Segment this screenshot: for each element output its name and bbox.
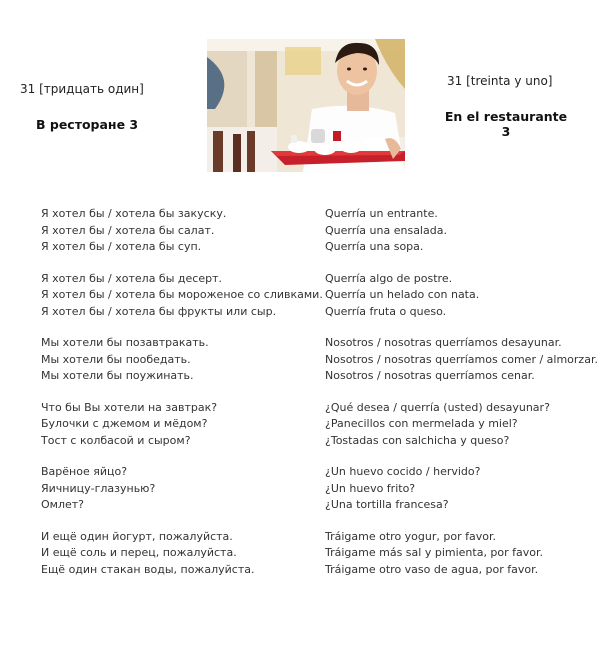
phrase-row (0, 433, 610, 450)
phrase-row (0, 562, 610, 579)
phrase-spanish: Querría fruta o queso. (325, 304, 447, 318)
phrase-russian: Я хотел бы / хотела бы салат. (41, 223, 215, 237)
phrase-row (0, 464, 610, 481)
phrase-russian: Мы хотели бы позавтракать. (41, 336, 209, 349)
phrase-row (0, 223, 610, 240)
phrase-russian: Тост с колбасой и сыром? (41, 433, 191, 447)
phrase-russian: Я хотел бы / хотела бы суп. (41, 240, 202, 253)
phrase-row (0, 545, 610, 562)
phrase-row (0, 497, 610, 514)
phrase-spanish: Tráigame más sal y pimienta, por favor. (325, 546, 544, 559)
phrase-russian: Я хотел бы / хотела бы фрукты или сыр. (41, 304, 277, 318)
phrase-group (0, 271, 610, 321)
phrase-row (0, 206, 610, 223)
phrase-row (0, 368, 610, 385)
phrase-row (0, 400, 610, 417)
phrase-spanish: Tráigame otro vaso de agua, por favor. (325, 562, 539, 576)
phrase-russian: Я хотел бы / хотела бы мороженое со сливками. (41, 288, 323, 301)
lesson-header (0, 0, 610, 180)
phrase-row (0, 416, 610, 433)
waiter-with-tray-photo (207, 39, 405, 172)
phrase-russian: Мы хотели бы поужинать. (41, 369, 194, 382)
phrase-list (0, 206, 610, 593)
phrase-russian: Что бы Вы хотели на завтрак? (41, 400, 218, 414)
phrase-spanish: Querría un entrante. (325, 207, 438, 220)
phrase-spanish: ¿Tostadas con salchicha y queso? (325, 433, 510, 447)
lesson-title-es: En el restaurante 3 (444, 109, 568, 139)
phrase-russian: Омлет? (41, 498, 85, 511)
phrase-row (0, 239, 610, 256)
phrase-spanish: Tráigame otro yogur, por favor. (325, 529, 496, 543)
phrase-russian: И ещё соль и перец, пожалуйста. (41, 546, 237, 559)
phrase-russian: Варёное яйцо? (41, 465, 128, 478)
phrase-spanish: ¿Panecillos con mermelada y miel? (325, 417, 518, 430)
lesson-number-es: 31 [treinta y uno] (447, 74, 553, 88)
phrase-spanish: Nosotros / nosotras querríamos cenar. (325, 369, 535, 382)
phrase-spanish: ¿Una tortilla francesa? (325, 498, 449, 511)
phrase-group (0, 464, 610, 514)
phrase-russian: Я хотел бы / хотела бы десерт. (41, 271, 222, 285)
waiter-illustration (207, 39, 405, 172)
phrase-row (0, 287, 610, 304)
phrase-group (0, 206, 610, 256)
phrase-row (0, 271, 610, 288)
phrase-group (0, 335, 610, 385)
phrase-spanish: Querría una sopa. (325, 240, 424, 253)
phrase-row (0, 352, 610, 369)
phrase-row (0, 481, 610, 498)
phrase-spanish: Nosotros / nosotras querríamos desayunar. (325, 336, 562, 349)
phrase-russian: Мы хотели бы пообедать. (41, 352, 191, 366)
phrase-row (0, 529, 610, 546)
phrase-spanish: ¿Un huevo frito? (325, 481, 416, 495)
phrase-spanish: Querría una ensalada. (325, 223, 447, 237)
phrase-row (0, 335, 610, 352)
phrase-spanish: Querría algo de postre. (325, 271, 453, 285)
phrase-row (0, 304, 610, 321)
phrase-russian: Ещё один стакан воды, пожалуйста. (41, 562, 255, 576)
phrase-russian: Я хотел бы / хотела бы закуску. (41, 207, 227, 220)
phrase-russian: И ещё один йогурт, пожалуйста. (41, 529, 233, 543)
phrase-russian: Булочки с джемом и мёдом? (41, 417, 208, 430)
phrase-group (0, 529, 610, 579)
phrase-spanish: ¿Un huevo cocido / hervido? (325, 465, 481, 478)
lesson-number-ru: 31 [тридцать один] (20, 82, 144, 96)
phrase-spanish: ¿Qué desea / querría (usted) desayunar? (325, 400, 550, 414)
phrase-spanish: Nosotros / nosotras querríamos comer / almorzar. (325, 352, 598, 366)
phrase-russian: Яичницу-глазунью? (41, 481, 156, 495)
lesson-title-ru: В ресторане 3 (36, 117, 139, 132)
phrase-group (0, 400, 610, 450)
phrase-spanish: Querría un helado con nata. (325, 288, 480, 301)
